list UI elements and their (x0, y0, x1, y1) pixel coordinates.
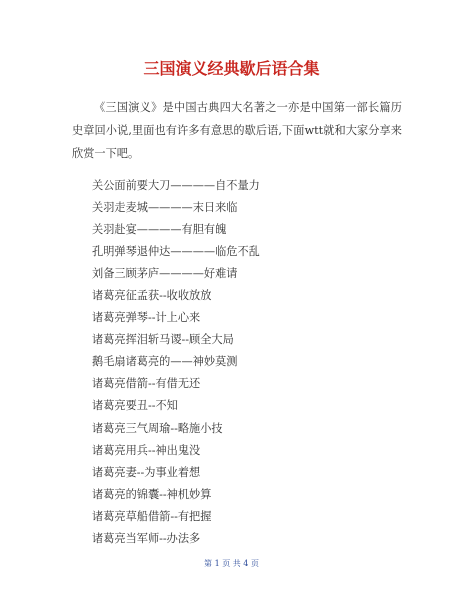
intro-paragraph: 《三国演义》是中国古典四大名著之一亦是中国第一部长篇历史章回小说,里面也有许多有意思的歇后语,下面wtt就和大家分享来欣赏一下吧。 (72, 101, 402, 160)
list-item: 诸葛亮当军师--办法多 (92, 531, 201, 545)
list-item: 诸葛亮三气周瑜--略施小技 (92, 421, 223, 435)
list-item: 关公面前要大刀————自不量力 (92, 179, 260, 192)
list-item: 诸葛亮借箭--有借无还 (92, 377, 201, 391)
list-item: 诸葛亮要丑--不知 (92, 399, 178, 413)
list-item: 诸葛亮的锦囊--神机妙算 (92, 487, 212, 501)
list-item: 关羽走麦城————末日来临 (92, 201, 238, 215)
list-item: 诸葛亮用兵--神出鬼没 (92, 443, 201, 457)
list-item: 刘备三顾茅庐————好难请 (92, 267, 238, 281)
list-item: 鹅毛扇诸葛亮的——神妙莫测 (92, 355, 238, 369)
list-item: 诸葛亮弹琴--计上心来 (92, 311, 201, 325)
list-item: 关羽赴宴————有胆有魄 (92, 223, 227, 237)
list-item: 诸葛亮草船借箭--有把握 (92, 509, 212, 523)
list-item: 诸葛亮征孟获--收收放放 (92, 289, 212, 303)
page-number-footer: 第 1 页 共 4 页 (204, 559, 259, 568)
xiehouyu-list (92, 175, 260, 550)
document-title: 三国演义经典歇后语合集 (143, 59, 320, 78)
list-item: 诸葛亮挥泪斩马谡--顾全大局 (92, 333, 234, 347)
list-item: 诸葛亮妻--为事业着想 (92, 465, 201, 479)
list-item: 孔明弹琴退仲达————临危不乱 (92, 245, 260, 259)
